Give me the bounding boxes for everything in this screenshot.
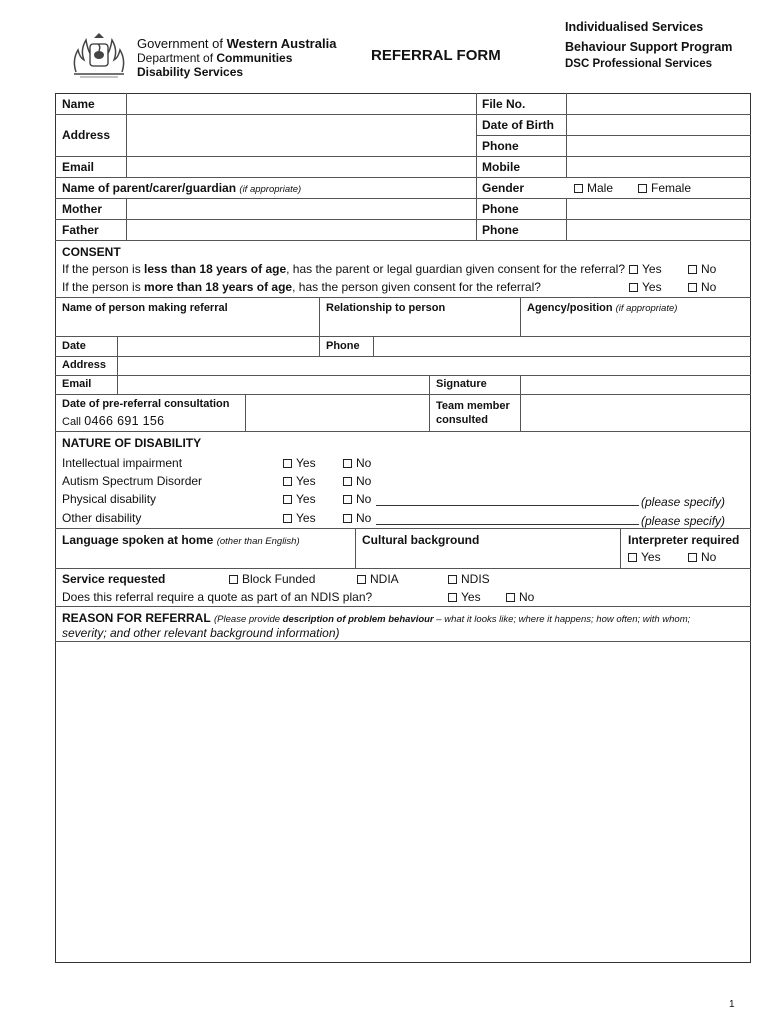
mobile-input[interactable] <box>567 157 750 177</box>
signature-input[interactable] <box>521 376 750 394</box>
pre-referral-date-input[interactable] <box>246 395 429 431</box>
relationship-label: Relationship to person <box>326 302 446 314</box>
address-label: Address <box>62 128 111 142</box>
program-line-1: Individualised Services <box>565 20 704 34</box>
consent-question-under-18: If the person is less than 18 years of age, has the parent or legal guardian given consent for the referral? <box>62 262 626 276</box>
autism-no-checkbox[interactable]: No <box>343 474 371 488</box>
interpreter-no-checkbox[interactable]: No <box>688 550 716 564</box>
disability-item-physical: Physical disability <box>62 492 157 506</box>
org-line-1: Government of Western Australia <box>137 36 337 51</box>
relationship-input[interactable] <box>320 316 519 336</box>
other-specify-line[interactable] <box>376 524 639 525</box>
physical-yes-checkbox[interactable]: Yes <box>283 492 316 506</box>
parent-label: Name of parent/carer/guardian (if appropriate) <box>62 181 302 195</box>
mother-phone-input[interactable] <box>567 199 750 219</box>
name-input[interactable] <box>127 94 476 114</box>
disability-item-other: Other disability <box>62 511 142 525</box>
disability-item-intellectual: Intellectual impairment <box>62 456 183 470</box>
phone-label: Phone <box>482 139 519 153</box>
file-no-label: File No. <box>482 97 526 111</box>
other-yes-checkbox[interactable]: Yes <box>283 511 316 525</box>
reason-title-line: REASON FOR REFERRAL (Please provide description of problem behaviour – what it looks like; where it happens; how often; with whom; <box>62 611 691 625</box>
other-specify-hint: (please specify) <box>641 514 726 528</box>
language-input[interactable] <box>56 548 355 568</box>
program-line-2: Behaviour Support Program <box>565 40 733 54</box>
referrer-date-input[interactable] <box>118 337 319 356</box>
physical-no-checkbox[interactable]: No <box>343 492 371 506</box>
mobile-label: Mobile <box>482 160 520 174</box>
file-no-input[interactable] <box>567 94 750 114</box>
team-member-input[interactable] <box>521 395 750 431</box>
ndis-quote-question: Does this referral require a quote as part of an NDIS plan? <box>62 590 373 604</box>
mother-label: Mother <box>62 202 102 216</box>
mother-input[interactable] <box>127 199 476 219</box>
ndis-checkbox[interactable]: NDIS <box>448 572 490 586</box>
referrer-name-label: Name of person making referral <box>62 302 228 314</box>
form-title: REFERRAL FORM <box>371 47 501 64</box>
physical-specify-line[interactable] <box>376 505 639 506</box>
program-line-3: DSC Professional Services <box>565 58 713 70</box>
father-label: Father <box>62 223 99 237</box>
interpreter-yes-checkbox[interactable]: Yes <box>628 550 661 564</box>
dob-input[interactable] <box>567 115 750 135</box>
email-label: Email <box>62 160 95 174</box>
intellectual-yes-checkbox[interactable]: Yes <box>283 456 316 470</box>
father-phone-label: Phone <box>482 223 519 237</box>
org-line-3: Disability Services <box>137 65 244 79</box>
disability-item-autism: Autism Spectrum Disorder <box>62 474 203 488</box>
consent-under-18-yes[interactable]: Yes <box>629 262 662 276</box>
quote-no-checkbox[interactable]: No <box>506 590 534 604</box>
dob-label: Date of Birth <box>482 118 554 132</box>
consent-title: CONSENT <box>62 245 121 259</box>
phone-input[interactable] <box>567 136 750 156</box>
consent-question-over-18: If the person is more than 18 years of age, has the person given consent for the referral? <box>62 280 541 294</box>
language-label: Language spoken at home (other than English) <box>62 533 300 547</box>
father-phone-input[interactable] <box>567 220 750 240</box>
autism-yes-checkbox[interactable]: Yes <box>283 474 316 488</box>
team-member-label: Team member consulted <box>436 400 510 426</box>
mother-phone-label: Phone <box>482 202 519 216</box>
disability-title: NATURE OF DISABILITY <box>62 436 202 450</box>
consent-under-18-no[interactable]: No <box>688 262 716 276</box>
address-input[interactable] <box>127 115 476 156</box>
referrer-address-input[interactable] <box>118 357 750 375</box>
consent-over-18-no[interactable]: No <box>688 280 716 294</box>
government-crest-logo <box>68 30 130 80</box>
father-input[interactable] <box>127 220 476 240</box>
org-line-2: Department of Communities <box>137 51 293 65</box>
referrer-phone-label: Phone <box>326 340 360 352</box>
call-text: Call 0466 691 156 <box>62 414 165 428</box>
page-number: 1 <box>729 999 735 1010</box>
intellectual-no-checkbox[interactable]: No <box>343 456 371 470</box>
email-input[interactable] <box>127 157 476 177</box>
reason-hint-line-2: severity; and other relevant background information) <box>62 626 340 640</box>
agency-label: Agency/position (if appropriate) <box>527 302 678 314</box>
referrer-phone-input[interactable] <box>374 337 750 356</box>
referrer-email-label: Email <box>62 378 92 390</box>
service-requested-label: Service requested <box>62 572 166 586</box>
signature-label: Signature <box>436 378 487 390</box>
name-label: Name <box>62 97 95 111</box>
cultural-label: Cultural background <box>362 533 480 547</box>
physical-specify-hint: (please specify) <box>641 495 726 509</box>
other-no-checkbox[interactable]: No <box>343 511 371 525</box>
gender-female-checkbox[interactable]: Female <box>638 181 691 195</box>
interpreter-label: Interpreter required <box>628 533 740 547</box>
consent-over-18-yes[interactable]: Yes <box>629 280 662 294</box>
referrer-name-input[interactable] <box>56 316 318 336</box>
gender-male-checkbox[interactable]: Male <box>574 181 613 195</box>
quote-yes-checkbox[interactable]: Yes <box>448 590 481 604</box>
ndia-checkbox[interactable]: NDIA <box>357 572 399 586</box>
referrer-email-input[interactable] <box>118 376 429 394</box>
gender-label: Gender <box>482 181 525 195</box>
referrer-date-label: Date <box>62 340 86 352</box>
block-funded-checkbox[interactable]: Block Funded <box>229 572 315 586</box>
referrer-address-label: Address <box>62 359 107 371</box>
cultural-input[interactable] <box>356 548 620 568</box>
reason-textarea[interactable] <box>56 642 750 962</box>
agency-input[interactable] <box>521 316 750 336</box>
pre-referral-label: Date of pre-referral consultation <box>62 398 230 410</box>
call-phone-number: 0466 691 156 <box>84 414 165 428</box>
